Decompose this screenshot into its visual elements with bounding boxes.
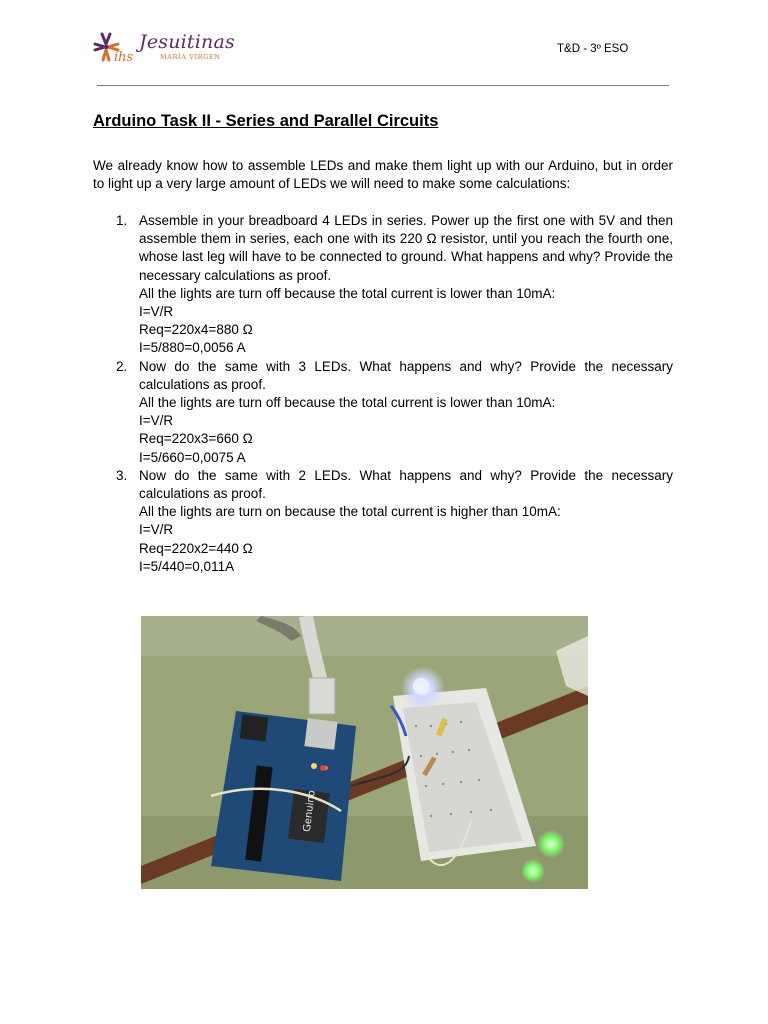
task-formula: I=V/R [139, 304, 174, 320]
intro-paragraph: We already know how to assemble LEDs and make them light up with our Arduino, but in order to light up a very large amount of LEDs we will need to make some calculations: [93, 158, 673, 192]
arduino-board [211, 711, 356, 881]
svg-text:ihs: ihs [114, 50, 134, 65]
board-brand-text: Genuino [301, 789, 318, 833]
header-divider [97, 85, 669, 86]
logo-name: Jesuitinas [139, 31, 235, 53]
usb-plug [309, 678, 335, 714]
task-req: Req=220x4=880 Ω [139, 322, 253, 338]
task-question: Now do the same with 2 LEDs. What happens and why? Provide the necessary calculations as proof. [139, 467, 673, 502]
task-question: Now do the same with 3 LEDs. What happens and why? Provide the necessary calculations as proof. [139, 358, 673, 392]
task-number: 2. [116, 358, 128, 374]
task-item-3 [0, 467, 673, 576]
task-req: Req=220x2=440 Ω [139, 540, 253, 556]
task-number: 1. [116, 213, 128, 228]
logo-subtitle: MARÍA VIRGEN [160, 53, 221, 61]
task-result: I=5/440=0,011A [139, 558, 235, 574]
green-led-glow [537, 830, 565, 858]
task-list [0, 212, 768, 576]
task-number: 3. [116, 467, 128, 483]
task-item-2 [0, 358, 673, 467]
task-result: I=5/880=0,0056 A [139, 340, 246, 356]
circuit-photo [141, 616, 588, 889]
task-result: I=5/660=0,0075 A [139, 449, 246, 465]
task-formula: I=V/R [139, 522, 174, 538]
task-question: Assemble in your breadboard 4 LEDs in series. Power up the first one with 5V and then assemble them in series, each one with its 220 Ω resistor, until you reach the fourth one, whose last leg will have to be connected to ground. What happens and why? Provide the necessary calculations as proof. [139, 213, 673, 283]
task-answer: All the lights are turn off because the total current is lower than 10mA: [139, 285, 556, 301]
page-title: Arduino Task II - Series and Parallel Circuits [93, 112, 439, 130]
task-item-1 [0, 212, 673, 358]
task-formula: I=V/R [139, 413, 174, 429]
task-req: Req=220x3=660 Ω [139, 431, 253, 447]
task-answer: All the lights are turn off because the total current is lower than 10mA: [139, 395, 556, 411]
course-label: T&D - 3º ESO [557, 43, 629, 55]
task-answer: All the lights are turn on because the total current is higher than 10mA: [139, 504, 561, 520]
